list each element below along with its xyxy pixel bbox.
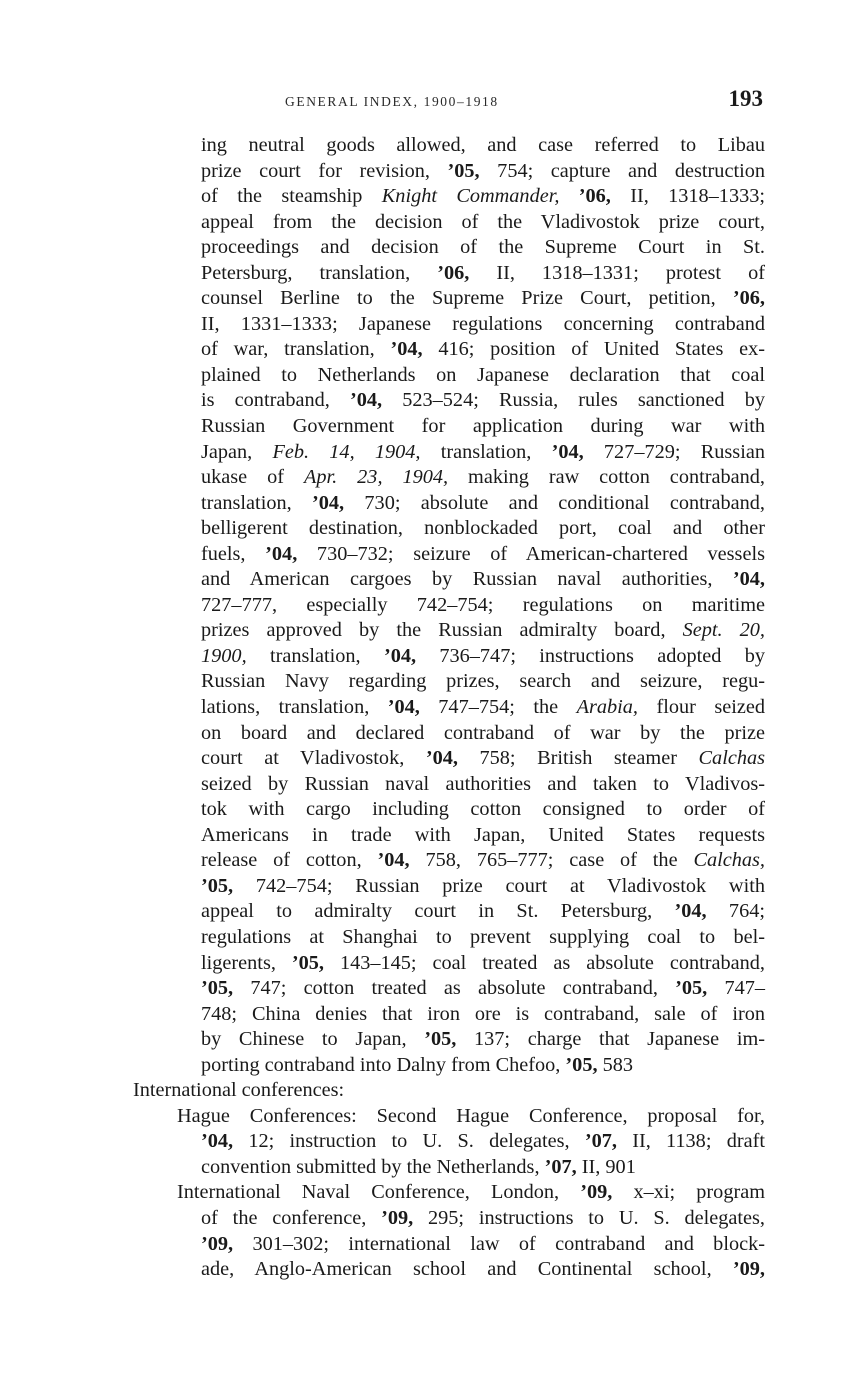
year-reference: ’04, — [674, 900, 707, 923]
index-line — [0, 746, 765, 772]
line-text: is contraband, — [201, 389, 350, 412]
line-text: II, 901 — [576, 1155, 636, 1178]
index-line — [0, 1002, 765, 1028]
index-line — [0, 823, 765, 849]
year-reference: ’07, — [584, 1130, 617, 1153]
running-head — [200, 86, 765, 120]
year-reference: ’04, — [349, 389, 383, 412]
index-line — [0, 414, 765, 440]
line-text: of the conference, — [201, 1206, 382, 1229]
line-text: ing neutral goods allowed, and case referred to Libau — [201, 134, 765, 156]
index-line — [0, 388, 765, 414]
line-text: prizes approved by the Russian admiralty board, — [201, 619, 683, 642]
page-number: 193 — [728, 86, 763, 111]
line-text: International Naval Conference, London, — [177, 1181, 581, 1204]
year-reference: ’09, — [580, 1181, 613, 1204]
year-reference: ’05, — [675, 977, 708, 1000]
line-text: ade, Anglo-American school and Continental school, — [201, 1258, 733, 1281]
index-line — [0, 669, 765, 695]
line-text: fuels, — [201, 542, 266, 565]
index-line — [0, 1053, 850, 1079]
year-reference: ’04, — [377, 849, 410, 872]
year-reference: ’05, — [424, 1028, 457, 1051]
line-text: II, 1331–1333; Japanese regulations concerning contraband — [201, 312, 765, 335]
year-reference: ’04, — [732, 568, 765, 591]
line-text: Russian Government for application during war with — [201, 415, 765, 438]
italic-term: Apr. 23, 1904, — [303, 466, 449, 489]
year-reference: ’09, — [732, 1258, 765, 1281]
year-reference: ’04, — [551, 440, 584, 463]
line-text: II, 1318–1333; — [610, 185, 766, 208]
italic-term: Knight Commander, — [381, 185, 560, 208]
index-line — [0, 874, 765, 900]
line-text: ligerents, — [201, 951, 292, 974]
line-text: translation, — [246, 644, 384, 667]
line-text: 295; instructions to U. S. delegates, — [413, 1206, 765, 1229]
line-text: counsel Berline to the Supreme Prize Court, petition, — [201, 287, 733, 310]
index-line — [0, 542, 765, 568]
index-line — [0, 159, 765, 185]
index-line — [0, 210, 765, 236]
line-text: x–xi; program — [612, 1181, 765, 1204]
index-line — [0, 951, 765, 977]
year-reference: ’06, — [437, 261, 470, 284]
year-reference: ’05, — [291, 951, 324, 974]
line-text: 730–732; seizure of American-chartered vessels — [297, 542, 765, 565]
index-line — [0, 721, 765, 747]
index-line — [0, 491, 765, 517]
line-text: II, 1318–1331; protest of — [469, 261, 765, 284]
italic-term: Calchas, — [693, 849, 765, 872]
line-text: of war, translation, — [201, 338, 391, 361]
index-line — [0, 848, 765, 874]
line-text: 736–747; instructions adopted by — [416, 644, 765, 667]
line-text: Japan, — [201, 440, 273, 463]
line-text: 747; cotton treated as absolute contraband, — [233, 977, 676, 1000]
index-line — [0, 695, 765, 721]
line-text: release of cotton, — [201, 849, 378, 872]
line-text: making raw cotton contraband, — [448, 466, 765, 489]
line-text: appeal from the decision of the Vladivostok prize court, — [201, 210, 765, 233]
index-line — [0, 567, 765, 593]
line-text: proceedings and decision of the Supreme Court in St. — [201, 236, 765, 259]
line-text: International conferences: — [133, 1079, 345, 1102]
year-reference: ’05, — [565, 1053, 598, 1076]
line-text: translation, — [201, 491, 312, 514]
index-line — [0, 235, 765, 261]
line-text: tok with cargo including cotton consigned to order of — [201, 798, 765, 821]
running-title: GENERAL INDEX, 1900–1918 — [285, 94, 499, 109]
line-text: 137; charge that Japanese im- — [456, 1028, 765, 1051]
index-line — [0, 1232, 765, 1258]
index-body-text — [0, 133, 850, 1283]
line-text: plained to Netherlands on Japanese declaration that coal — [201, 363, 765, 386]
line-text: convention submitted by the Netherlands, — [201, 1155, 545, 1178]
index-line — [0, 312, 765, 338]
line-text: 523–524; Russia, rules sanctioned by — [382, 389, 765, 412]
line-text: belligerent destination, nonblockaded port, coal and other — [201, 517, 765, 540]
line-text: 747–754; the — [419, 696, 577, 719]
line-text: 764; — [706, 900, 765, 923]
index-line — [0, 516, 765, 542]
index-line — [0, 286, 765, 312]
line-text: Hague Conferences: Second Hague Conference, proposal for, — [177, 1104, 765, 1127]
line-text: 747– — [707, 977, 766, 1000]
italic-term: Arabia, — [576, 696, 638, 719]
index-line — [0, 1078, 850, 1104]
index-line — [0, 1027, 765, 1053]
line-text: regulations at Shanghai to prevent supplying coal to bel- — [201, 925, 765, 948]
index-line — [0, 261, 765, 287]
year-reference: ’05, — [447, 159, 480, 182]
year-reference: ’04, — [387, 696, 420, 719]
index-line — [0, 772, 765, 798]
line-text: Americans in trade with Japan, United States requests — [201, 823, 765, 846]
index-line — [0, 925, 765, 951]
line-text: 758; British steamer — [457, 747, 699, 770]
index-line — [0, 1104, 765, 1130]
year-reference: ’05, — [201, 874, 234, 897]
index-line — [0, 1257, 765, 1283]
line-text: II, 1138; draft — [616, 1130, 765, 1153]
line-text: 758, 765–777; case of the — [409, 849, 694, 872]
index-line — [0, 797, 765, 823]
index-line — [0, 363, 765, 389]
index-line — [0, 1155, 850, 1181]
year-reference: ’09, — [201, 1232, 234, 1255]
line-text: prize court for revision, — [201, 159, 448, 182]
year-reference: ’04, — [425, 747, 458, 770]
year-reference: ’06, — [732, 287, 765, 310]
italic-term: Sept. 20, — [682, 619, 765, 642]
year-reference: ’04, — [390, 338, 423, 361]
line-text: of the steamship — [201, 185, 382, 208]
line-text: flour seized — [638, 696, 765, 719]
line-text: appeal to admiralty court in St. Petersburg, — [201, 900, 675, 923]
line-text: lations, translation, — [201, 696, 388, 719]
year-reference: ’04, — [265, 542, 298, 565]
year-reference: ’04, — [383, 644, 417, 667]
year-reference: ’06, — [578, 185, 611, 208]
line-text: 416; position of United States ex- — [422, 338, 765, 361]
line-text: Petersburg, translation, — [201, 261, 438, 284]
line-text: seized by Russian naval authorities and taken to Vladivos- — [201, 772, 765, 795]
line-text: 748; China denies that iron ore is contraband, sale of iron — [201, 1002, 765, 1025]
index-line — [0, 1129, 765, 1155]
line-text: court at Vladivostok, — [201, 747, 426, 770]
year-reference: ’05, — [201, 977, 234, 1000]
index-line — [0, 440, 765, 466]
line-text: 754; capture and destruction — [479, 159, 765, 182]
year-reference: ’07, — [544, 1155, 577, 1178]
index-line — [0, 1206, 765, 1232]
line-text: porting contraband into Dalny from Chefoo, — [201, 1053, 566, 1076]
index-line — [0, 465, 765, 491]
line-text — [559, 185, 578, 207]
index-line — [0, 593, 765, 619]
line-text: ukase of — [201, 466, 304, 489]
line-text: on board and declared contraband of war by the prize — [201, 721, 765, 744]
index-line — [0, 337, 765, 363]
line-text: by Chinese to Japan, — [201, 1028, 425, 1051]
line-text: 143–145; coal treated as absolute contraband, — [323, 951, 765, 974]
italic-term: Feb. 14, 1904, — [272, 440, 421, 463]
line-text: 301–302; international law of contraband and block- — [233, 1232, 765, 1255]
italic-term: 1900, — [201, 644, 247, 667]
index-line — [0, 1180, 765, 1206]
line-text: 730; absolute and conditional contraband, — [344, 491, 765, 514]
year-reference: ’09, — [381, 1206, 414, 1229]
year-reference: ’04, — [201, 1130, 234, 1153]
line-text: Russian Navy regarding prizes, search and seizure, regu- — [201, 670, 765, 693]
index-line — [0, 618, 765, 644]
line-text: translation, — [420, 440, 552, 463]
index-line — [0, 133, 765, 159]
line-text: 727–729; Russian — [583, 440, 765, 463]
index-line — [0, 976, 765, 1002]
line-text: 727–777, especially 742–754; regulations on maritime — [201, 593, 765, 616]
line-text: 742–754; Russian prize court at Vladivostok with — [233, 874, 765, 897]
line-text: and American cargoes by Russian naval authorities, — [201, 568, 733, 591]
line-text: 12; instruction to U. S. delegates, — [233, 1130, 585, 1153]
italic-term: Calchas — [698, 747, 766, 770]
index-line — [0, 184, 765, 210]
line-text: 583 — [597, 1053, 634, 1076]
index-line — [0, 899, 765, 925]
year-reference: ’04, — [312, 491, 345, 514]
index-line — [0, 644, 765, 670]
